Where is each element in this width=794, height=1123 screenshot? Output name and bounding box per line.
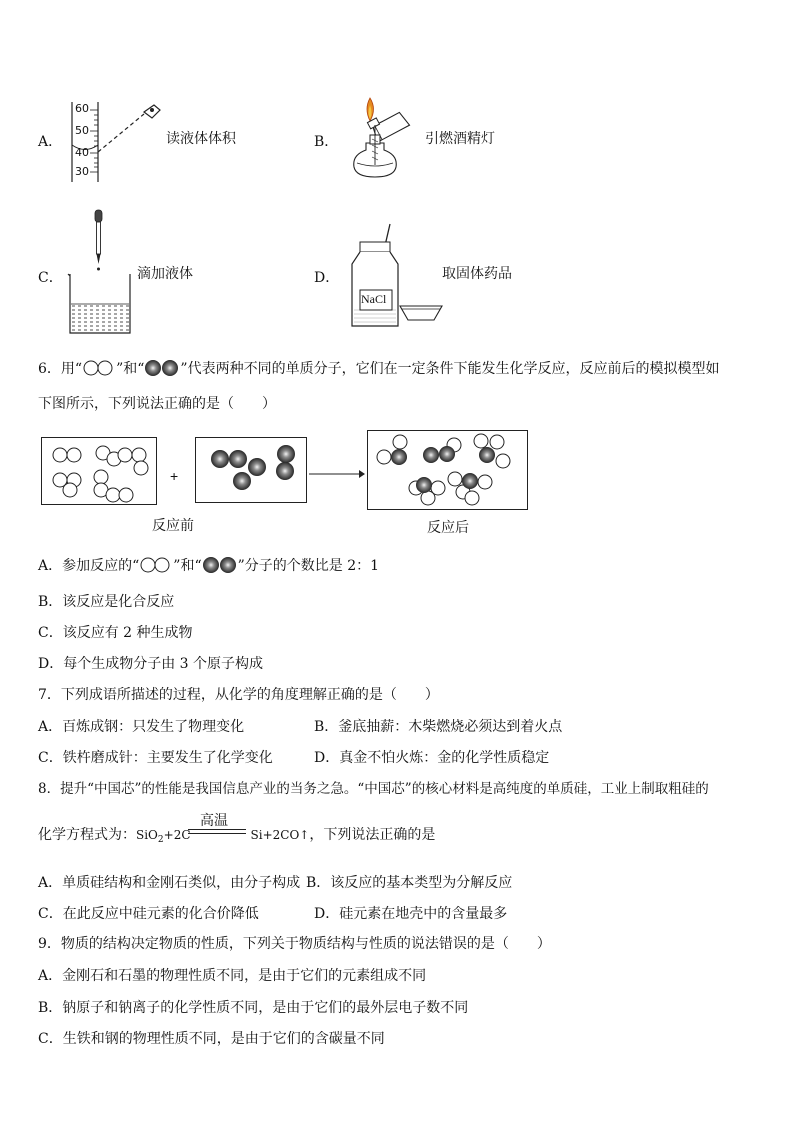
before-dark-molecules bbox=[195, 437, 307, 503]
option-a-caption: 读液体体积 bbox=[166, 131, 236, 147]
equation-reactants: SiO$_2$+2C bbox=[136, 828, 191, 845]
q9-option-c: C．生铁和钢的物理性质不同，是由于它们的含碳量不同 bbox=[38, 1031, 385, 1047]
equation-line-top bbox=[188, 829, 246, 830]
q8-option-b: B．该反应的基本类型为分解反应 bbox=[306, 875, 513, 891]
dropper-beaker-figure bbox=[66, 208, 136, 336]
q9-option-a: A．金刚石和石墨的物理性质不同，是由于它们的元素组成不同 bbox=[38, 968, 427, 984]
q6-option-c: C．该反应有 2 种生成物 bbox=[38, 625, 193, 641]
equation-products: Si+2CO↑ bbox=[250, 828, 310, 842]
q7-stem: 7．下列成语所描述的过程，从化学的角度理解正确的是（ ） bbox=[38, 687, 439, 703]
option-letter-c: C． bbox=[38, 270, 63, 286]
option-letter-d: D． bbox=[314, 270, 340, 286]
option-d-caption: 取固体药品 bbox=[442, 266, 512, 282]
q9-option-b: B．钠原子和钠离子的化学性质不同，是由于它们的最外层电子数不同 bbox=[38, 1000, 469, 1016]
option-letter-a: A． bbox=[38, 134, 63, 150]
q8-option-d: D．硅元素在地壳中的含量最多 bbox=[314, 906, 508, 922]
bottle-label: NaCl bbox=[361, 292, 387, 306]
before-label: 反应前 bbox=[152, 518, 194, 534]
white-molecule-icon bbox=[82, 360, 116, 376]
q8-option-a: A．单质硅结构和金刚石类似，由分子构成 bbox=[38, 875, 301, 891]
option-letter-b: B． bbox=[314, 134, 339, 150]
q6-stem-line1: 6．用“ ”和“ ”代表两种不同的单质分子，它们在一定条件下能发生化学反应，反应前后的模拟模型如 bbox=[38, 361, 720, 377]
tick-label-50: 50 bbox=[75, 124, 89, 137]
reaction-arrow bbox=[309, 468, 365, 480]
tick-label-30: 30 bbox=[75, 165, 89, 178]
q6-option-d: D．每个生成物分子由 3 个原子构成 bbox=[38, 656, 264, 672]
tick-label-60: 60 bbox=[75, 102, 89, 115]
q8-equation-line: 化学方程式为：SiO$_2$+2C Si+2CO↑，下列说法正确的是 bbox=[38, 827, 436, 845]
q9-stem: 9．物质的结构决定物质的性质，下列关于物质结构与性质的说法错误的是（ ） bbox=[38, 936, 551, 952]
tick-label-40: 40 bbox=[75, 146, 89, 159]
q7-option-c: C．铁杵磨成针：主要发生了化学变化 bbox=[38, 750, 273, 766]
reagent-bottle-spoon-figure bbox=[342, 220, 448, 330]
equation-line-bottom bbox=[188, 833, 246, 834]
q7-option-d: D．真金不怕火炼：金的化学性质稳定 bbox=[314, 750, 550, 766]
alcohol-lamp-lighting-figure bbox=[340, 95, 420, 185]
q8-stem: 8．提升“中国芯”的性能是我国信息产业的当务之急。“中国芯”的核心材料是高纯度的单质硅，工业上制取粗硅的 bbox=[38, 781, 709, 797]
option-c-caption: 滴加液体 bbox=[137, 266, 193, 282]
q7-option-a: A．百炼成钢：只发生了物理变化 bbox=[38, 719, 245, 735]
dark-molecule-icon bbox=[144, 359, 180, 377]
q6-option-a: A．参加反应的“ ”和“ ”分子的个数比是 2：1 bbox=[38, 558, 380, 574]
after-molecules bbox=[367, 430, 528, 510]
after-label: 反应后 bbox=[427, 520, 469, 536]
white-molecule-icon bbox=[139, 557, 173, 573]
before-white-molecules bbox=[41, 437, 157, 505]
dark-molecule-icon bbox=[202, 556, 238, 574]
q8-option-c: C．在此反应中硅元素的化合价降低 bbox=[38, 906, 259, 922]
q7-option-b: B．釜底抽薪：木柴燃烧必须达到着火点 bbox=[314, 719, 563, 735]
option-b-caption: 引燃酒精灯 bbox=[425, 131, 495, 147]
equation-condition: 高温 bbox=[200, 813, 228, 829]
q6-stem-line2: 下图所示，下列说法正确的是（ ） bbox=[38, 396, 276, 412]
q6-option-b: B．该反应是化合反应 bbox=[38, 594, 175, 610]
plus-sign: + bbox=[170, 468, 179, 484]
